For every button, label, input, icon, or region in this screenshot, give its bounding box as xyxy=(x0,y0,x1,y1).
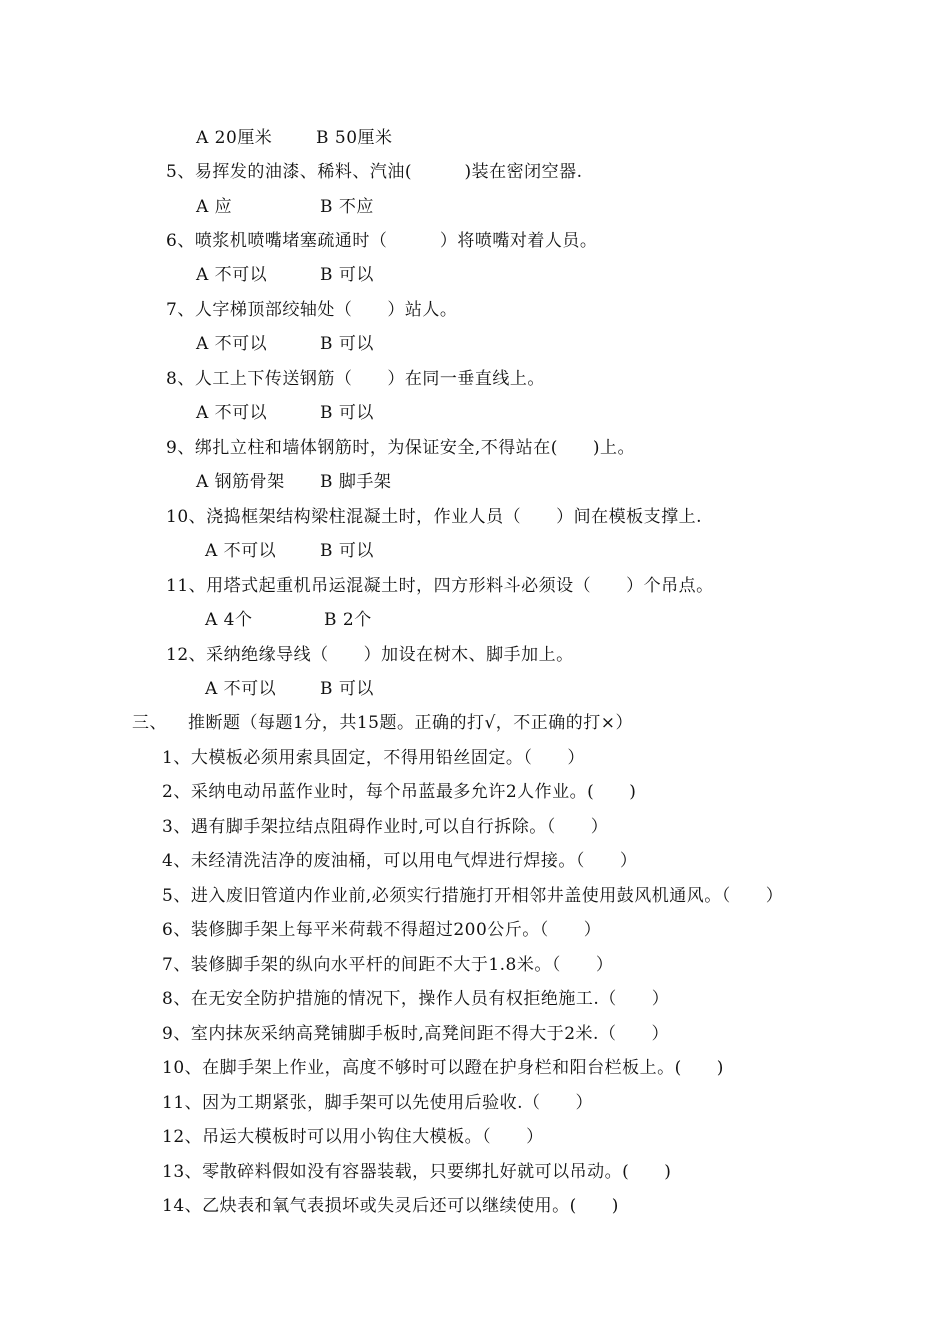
judgement-item-13: 13、零散碎料假如没有容器装载，只要绑扎好就可以吊动。( ) xyxy=(162,1162,672,1182)
q9-option-b: B 脚手架 xyxy=(320,472,392,492)
q7-option-a: A 不可以 xyxy=(196,334,268,354)
q6-option-a: A 不可以 xyxy=(196,265,268,285)
section-title: 推断题（每题1分，共15题。正确的打√，不正确的打×） xyxy=(188,713,634,733)
q12-option-a: A 不可以 xyxy=(205,679,277,699)
judgement-item-9: 9、室内抹灰采纳高凳铺脚手板时,高凳间距不得大于2米.（ ） xyxy=(162,1024,669,1044)
judgement-item-14: 14、乙炔表和氧气表损坏或失灵后还可以继续使用。( ) xyxy=(162,1196,619,1216)
q7-option-b: B 可以 xyxy=(320,334,374,354)
question-9: 9、绑扎立柱和墙体钢筋时，为保证安全,不得站在( )上。 xyxy=(166,438,635,458)
judgement-item-10: 10、在脚手架上作业，高度不够时可以蹬在护身栏和阳台栏板上。( ) xyxy=(162,1058,724,1078)
q5-option-a: A 应 xyxy=(196,197,233,217)
q11-option-a: A 4个 xyxy=(205,610,253,630)
judgement-item-4: 4、未经清洗洁净的废油桶，可以用电气焊进行焊接。（ ） xyxy=(162,851,638,871)
judgement-item-12: 12、吊运大模板时可以用小钩住大模板。（ ） xyxy=(162,1127,544,1147)
judgement-item-3: 3、遇有脚手架拉结点阻碍作业时,可以自行拆除。（ ） xyxy=(162,817,609,837)
judgement-item-5: 5、进入废旧管道内作业前,必须实行措施打开相邻井盖使用鼓风机通风。（ ） xyxy=(162,886,784,906)
judgement-item-2: 2、采纳电动吊蓝作业时，每个吊蓝最多允许2人作业。( ) xyxy=(162,782,637,802)
question-5: 5、易挥发的油漆、稀料、汽油( )装在密闭空器. xyxy=(166,162,583,182)
judgement-item-7: 7、装修脚手架的纵向水平杆的间距不大于1.8米。（ ） xyxy=(162,955,614,975)
q9-option-a: A 钢筋骨架 xyxy=(196,472,285,492)
q5-option-b: B 不应 xyxy=(320,197,374,217)
question-7: 7、人字梯顶部绞轴处（ ）站人。 xyxy=(166,300,458,320)
judgement-item-8: 8、在无安全防护措施的情况下，操作人员有权拒绝施工.（ ） xyxy=(162,989,670,1009)
q4-option-b: B 50厘米 xyxy=(316,128,393,148)
question-12: 12、采纳绝缘导线（ ）加设在树木、脚手加上。 xyxy=(166,645,574,665)
question-10: 10、浇捣框架结构梁柱混凝土时，作业人员（ ）间在模板支撑上. xyxy=(166,507,703,527)
q11-option-b: B 2个 xyxy=(324,610,372,630)
judgement-item-1: 1、大模板必须用索具固定，不得用铅丝固定。（ ） xyxy=(162,748,585,768)
judgement-item-11: 11、因为工期紧张，脚手架可以先使用后验收.（ ） xyxy=(162,1093,594,1113)
q8-option-b: B 可以 xyxy=(320,403,374,423)
judgement-item-6: 6、装修脚手架上每平米荷载不得超过200公斤。（ ） xyxy=(162,920,602,940)
section-number: 三、 xyxy=(132,713,167,733)
q12-option-b: B 可以 xyxy=(320,679,374,699)
q6-option-b: B 可以 xyxy=(320,265,374,285)
q4-option-a: A 20厘米 xyxy=(196,128,273,148)
question-11: 11、用塔式起重机吊运混凝土时，四方形料斗必须设（ ）个吊点。 xyxy=(166,576,714,596)
q10-option-a: A 不可以 xyxy=(205,541,277,561)
q10-option-b: B 可以 xyxy=(320,541,374,561)
question-8: 8、人工上下传送钢筋（ ）在同一垂直线上。 xyxy=(166,369,545,389)
q8-option-a: A 不可以 xyxy=(196,403,268,423)
question-6: 6、喷浆机喷嘴堵塞疏通时（ ）将喷嘴对着人员。 xyxy=(166,231,598,251)
